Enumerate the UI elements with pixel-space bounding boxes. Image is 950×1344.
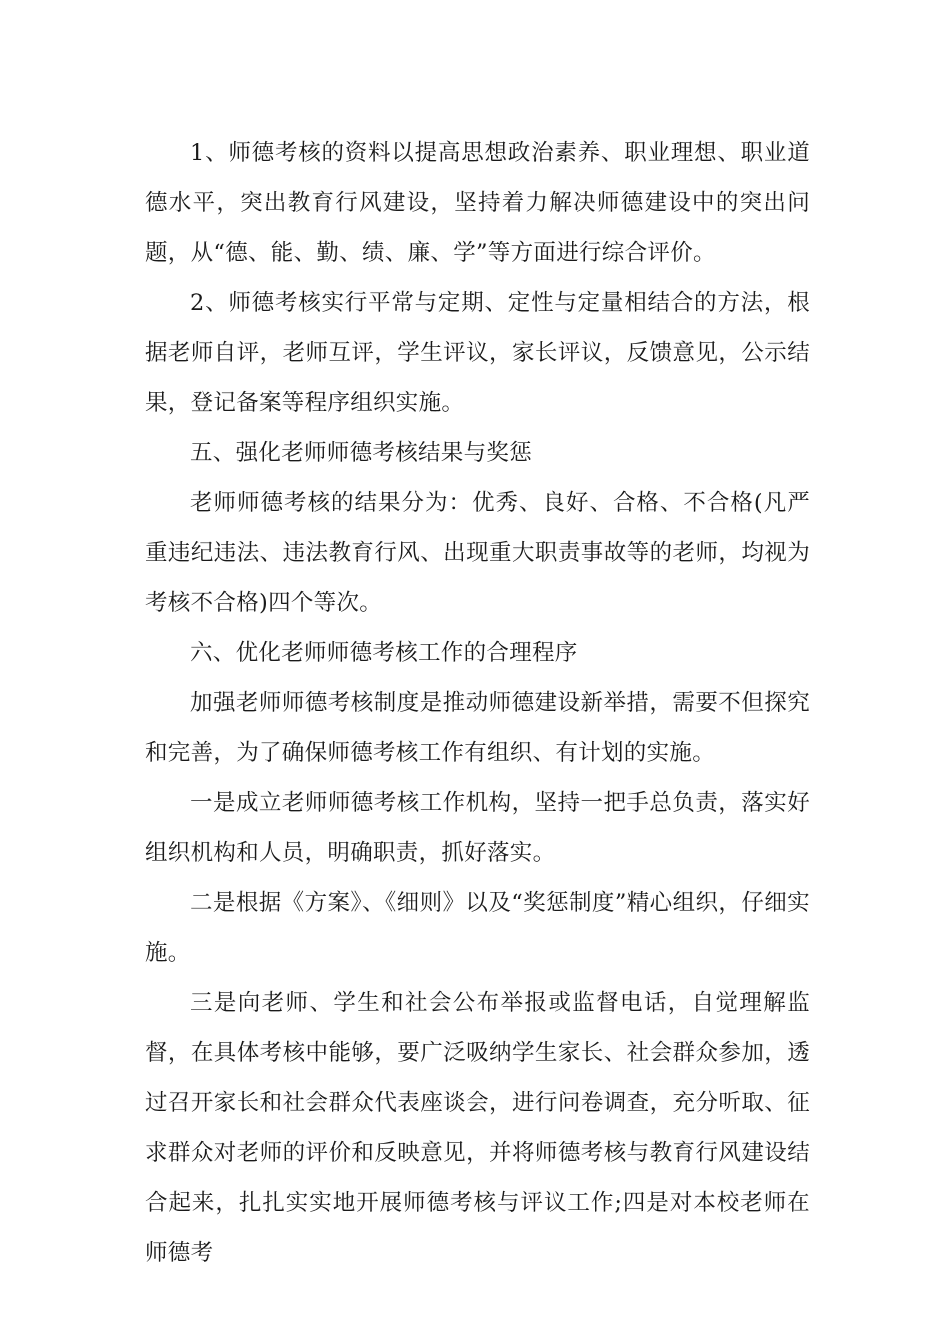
paragraph-strengthen-system: 加强老师师德考核制度是推动师德建设新举措，需要不但探究和完善，为了确保师德考核工作有组织、有计划的实施。	[145, 690, 810, 766]
paragraph-assessment-method: 2、师德考核实行平常与定期、定性与定量相结合的方法，根据老师自评，老师互评，学生评议，家长评议，反馈意见，公示结果，登记备案等程序组织实施。	[145, 290, 810, 416]
paragraph-point-three: 三是向老师、学生和社会公布举报或监督电话，自觉理解监督，在具体考核中能够，要广泛吸纳学生家长、社会群众参加，透过召开家长和社会群众代表座谈会，进行问卷调查，充分听取、征求群众对老师的评价和反映意见，并将师德考核与教育行风建设结合起来，扎扎实实地开展师德考核与评议工作;四是对本校老师在师德考	[145, 990, 810, 1266]
paragraph-point-one: 一是成立老师师德考核工作机构，坚持一把手总负责，落实好组织机构和人员，明确职责，抓好落实。	[145, 790, 810, 866]
paragraph-result-grades: 老师师德考核的结果分为：优秀、良好、合格、不合格(凡严重违纪违法、违法教育行风、出现重大职责事故等的老师，均视为考核不合格)四个等次。	[145, 490, 810, 616]
paragraph-assessment-content: 1、师德考核的资料以提高思想政治素养、职业理想、职业道德水平，突出教育行风建设，坚持着力解决师德建设中的突出问题，从“德、能、勤、绩、廉、学”等方面进行综合评价。	[145, 140, 810, 266]
document-body	[145, 128, 810, 1278]
paragraph-point-two: 二是根据《方案》、《细则》以及“奖惩制度”精心组织，仔细实施。	[145, 890, 810, 966]
section-heading-five: 五、强化老师师德考核结果与奖惩	[190, 440, 533, 466]
section-heading-six: 六、优化老师师德考核工作的合理程序	[190, 640, 578, 666]
